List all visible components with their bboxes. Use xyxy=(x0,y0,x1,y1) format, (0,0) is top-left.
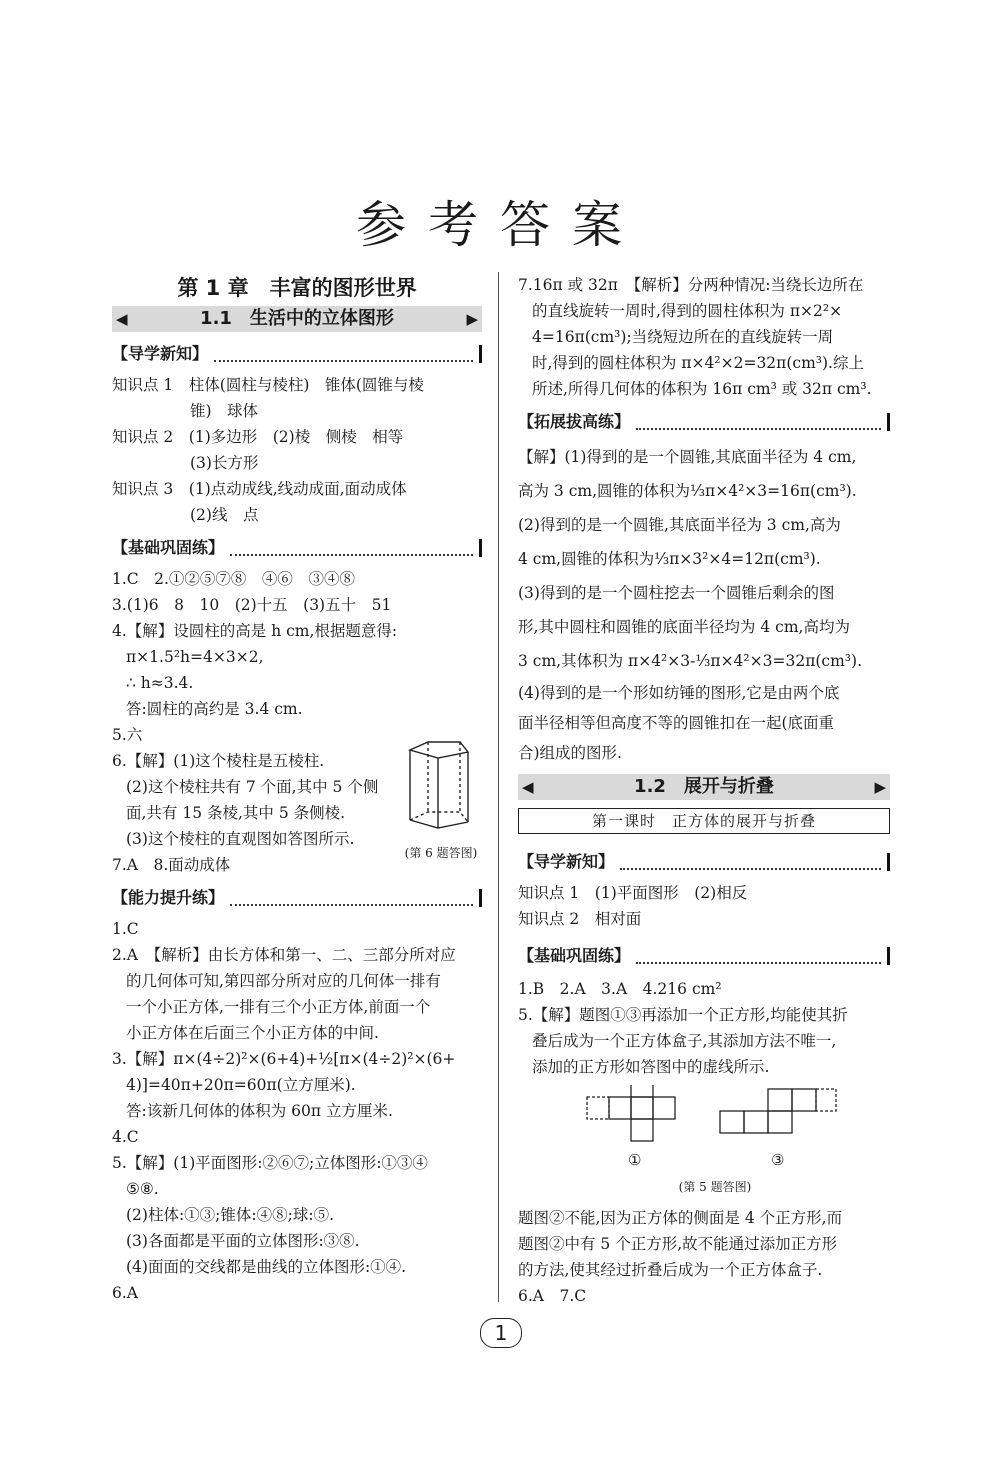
cube-net-figure-2 xyxy=(718,1085,848,1159)
dotted-leader xyxy=(636,948,881,964)
dotted-leader xyxy=(620,854,881,870)
right-column-bottom xyxy=(518,1205,890,1309)
text-line: 所述,所得几何体的体积为 16π cm³ 或 32π cm³. xyxy=(532,380,872,398)
text-line: (2)线 点 xyxy=(190,506,259,524)
text-line: 6.A xyxy=(112,1284,138,1302)
text-line: 添加的正方形如答图中的虚线所示. xyxy=(532,1058,770,1076)
text-line: 题图②中有 5 个正方形,故不能通过添加正方形 xyxy=(518,1235,838,1253)
text-line: 时,得到的圆柱体积为 π×4²×2=32π(cm³).综上 xyxy=(532,354,864,372)
text-line: 叠后成为一个正方体盒子,其添加方法不唯一, xyxy=(532,1032,837,1050)
text-line: (2)柱体:①③;锥体:④⑧;球:⑤. xyxy=(126,1206,334,1224)
text-line: 1.B 2.A 3.A 4.216 cm² xyxy=(518,980,722,998)
text-line: 题图②不能,因为正方体的侧面是 4 个正方形,而 xyxy=(518,1209,843,1227)
text-line: 知识点 1 柱体(圆柱与棱柱) 锥体(圆锥与棱 xyxy=(112,376,424,394)
pentagonal-prism-diagram xyxy=(398,738,478,838)
dotted-leader xyxy=(214,346,473,362)
dotted-leader xyxy=(230,540,473,556)
chapter-title: 第 1 章 丰富的图形世界 xyxy=(177,276,417,300)
text-line: (2)这个棱柱共有 7 个面,其中 5 个侧 xyxy=(126,778,379,796)
cube-net-figure-1 xyxy=(585,1085,685,1159)
text-line: 【解】(1)得到的是一个圆锥,其底面半径为 4 cm, xyxy=(518,448,857,466)
text-line: (4)得到的是一个形如纺锤的图形,它是由两个底 xyxy=(518,684,840,702)
text-line: 面,共有 15 条棱,其中 5 条侧棱. xyxy=(126,804,346,822)
text-line: 4=16π(cm³);当绕短边所在的直线旋转一周 xyxy=(532,328,834,346)
heading-end-bar xyxy=(479,345,482,363)
text-line: π×1.5²h=4×3×2, xyxy=(126,648,264,666)
heading-basic-2 xyxy=(518,942,890,970)
heading-label: 【拓展拔高练】 xyxy=(518,412,631,431)
text-line: 4.【解】设圆柱的高是 h cm,根据题意得: xyxy=(112,622,398,640)
text-line: 知识点 2 (1)多边形 (2)棱 侧棱 相等 xyxy=(112,428,404,446)
text-line: 6.A 7.C xyxy=(518,1287,587,1305)
heading-basic xyxy=(112,534,482,562)
figure-caption: (第 5 题答图) xyxy=(678,1180,752,1194)
heading-label: 【能力提升练】 xyxy=(112,888,225,907)
section-title: 1.1 生活中的立体图形 xyxy=(200,308,394,329)
text-line: 的几何体可知,第四部分所对应的几何体一排有 xyxy=(126,972,441,990)
figure-label: ① xyxy=(628,1151,642,1169)
text-line: 形,其中圆柱和圆锥的底面半径均为 4 cm,高均为 xyxy=(518,618,850,636)
text-line: 锥) 球体 xyxy=(190,402,259,420)
text-line: 4 cm,圆锥的体积为⅓π×3²×4=12π(cm³). xyxy=(518,550,821,568)
heading-end-bar xyxy=(887,947,890,965)
text-line: 答:该新几何体的体积为 60π 立方厘米. xyxy=(126,1102,393,1120)
text-line: 5.【解】(1)平面图形:②⑥⑦;立体图形:①③④ xyxy=(112,1154,428,1172)
heading-guide xyxy=(112,340,482,368)
cube-net-diagram xyxy=(585,1085,685,1155)
text-line: 3.【解】π×(4÷2)²×(6+4)+½[π×(4÷2)²×(6+ xyxy=(112,1050,456,1068)
heading-end-bar xyxy=(479,539,482,557)
section-title: 1.2 展开与折叠 xyxy=(634,776,774,797)
heading-extension xyxy=(518,408,890,436)
text-line: 3 cm,其体积为 π×4²×3-⅓π×4²×3=32π(cm³). xyxy=(518,652,862,670)
text-line: 1.C xyxy=(112,920,139,938)
text-line: 答:圆柱的高约是 3.4 cm. xyxy=(126,700,303,718)
text-line: 5.【解】题图①③再添加一个正方形,均能使其折 xyxy=(518,1006,848,1024)
triangle-right-icon: ▶ xyxy=(874,778,886,796)
text-line: 2.A 【解析】由长方体和第一、二、三部分所对应 xyxy=(112,946,456,964)
figure-caption: (第 6 题答图) xyxy=(404,846,478,860)
dotted-leader xyxy=(230,890,473,906)
triangle-left-icon: ◀ xyxy=(116,310,128,328)
text-line: 高为 3 cm,圆锥的体积为⅓π×4²×3=16π(cm³). xyxy=(518,482,857,500)
text-line: 7.16π 或 32π 【解析】分两种情况:当绕长边所在 xyxy=(518,276,864,294)
heading-end-bar xyxy=(887,413,890,431)
text-line: (4)面面的交线都是曲线的立体图形:①④. xyxy=(126,1258,407,1276)
text-line: 知识点 1 (1)平面图形 (2)相反 xyxy=(518,884,748,902)
section-banner-1-1 xyxy=(112,306,482,332)
text-line: 知识点 2 相对面 xyxy=(518,910,642,928)
heading-label: 【导学新知】 xyxy=(112,344,209,363)
text-line: (2)得到的是一个圆锥,其底面半径为 3 cm,高为 xyxy=(518,516,841,534)
heading-guide-2 xyxy=(518,848,890,876)
text-line: 的直线旋转一周时,得到的圆柱体积为 π×2²× xyxy=(532,302,843,320)
text-line: (3)得到的是一个圆柱挖去一个圆锥后剩余的图 xyxy=(518,584,835,602)
triangle-right-icon: ▶ xyxy=(466,310,478,328)
text-line: (3)这个棱柱的直观图如答图所示. xyxy=(126,830,355,848)
page-title: 参考答案 xyxy=(356,196,644,254)
heading-label: 【基础巩固练】 xyxy=(518,946,631,965)
text-line: 4)]=40π+20π=60π(立方厘米). xyxy=(126,1076,356,1094)
text-line: 合)组成的图形. xyxy=(518,744,622,762)
text-line: 的方法,使其经过折叠后成为一个正方体盒子. xyxy=(518,1261,823,1279)
heading-ability xyxy=(112,884,482,912)
heading-end-bar xyxy=(887,853,890,871)
column-divider xyxy=(498,272,499,1302)
text-line: 6.【解】(1)这个棱柱是五棱柱. xyxy=(112,752,325,770)
text-line: ∴ h≈3.4. xyxy=(126,674,194,692)
text-line: 知识点 3 (1)点动成线,线动成面,面动成体 xyxy=(112,480,407,498)
right-column xyxy=(518,272,890,1080)
prism-figure xyxy=(398,738,494,861)
text-line: ⑤⑧. xyxy=(126,1180,159,1198)
text-line: 3.(1)6 8 10 (2)十五 (3)五十 51 xyxy=(112,596,392,614)
text-line: 小正方体在后面三个小正方体的中间. xyxy=(126,1024,379,1042)
heading-end-bar xyxy=(479,889,482,907)
text-line: 4.C xyxy=(112,1128,139,1146)
dotted-leader xyxy=(636,414,881,430)
heading-label: 【基础巩固练】 xyxy=(112,538,225,557)
heading-label: 【导学新知】 xyxy=(518,852,615,871)
triangle-left-icon: ◀ xyxy=(522,778,534,796)
page-number: 1 xyxy=(480,1318,522,1348)
text-line: (3)长方形 xyxy=(190,454,259,472)
text-line: 7.A 8.面动成体 xyxy=(112,856,231,874)
lesson-title: 第一课时 正方体的展开与折叠 xyxy=(518,808,890,834)
text-line: 5.六 xyxy=(112,726,143,744)
section-banner-1-2 xyxy=(518,774,890,800)
text-line: (3)各面都是平面的立体图形:③⑧. xyxy=(126,1232,360,1250)
text-line: 面半径相等但高度不等的圆锥扣在一起(底面重 xyxy=(518,714,835,732)
text-line: 1.C 2.①②⑤⑦⑧ ④⑥ ③④⑧ xyxy=(112,570,355,588)
text-line: 一个小正方体,一排有三个小正方体,前面一个 xyxy=(126,998,431,1016)
figure-label: ③ xyxy=(771,1151,785,1169)
cube-net-diagram xyxy=(718,1085,848,1155)
